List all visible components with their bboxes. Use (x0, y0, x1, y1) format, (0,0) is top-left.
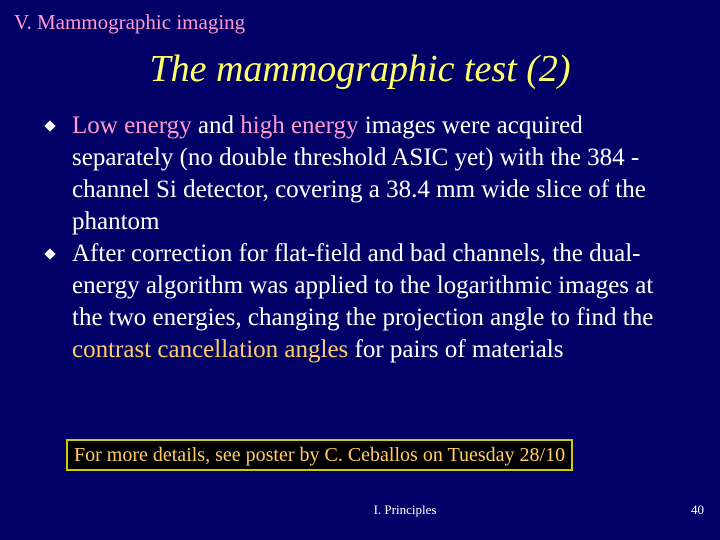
text-correction-detail: After correction for flat-field and bad channels, the dual-energy algorithm was applied to the logarithmic images at the two energies, changing the projection angle to find the (72, 240, 654, 331)
footer-section-label: I. Principles (373, 502, 437, 517)
bullet-item-correction (46, 238, 686, 366)
diamond-bullet-icon (44, 248, 55, 259)
poster-callout: For more details, see poster by C. Ceballos on Tuesday 28/10 (66, 439, 573, 471)
text-and: and (191, 112, 241, 139)
bullet-list (46, 110, 686, 366)
diamond-bullet-icon (44, 120, 55, 131)
page-number: 40 (691, 502, 704, 517)
text-low-energy: Low energy (72, 112, 192, 139)
bullet-item-acquisition (46, 110, 686, 238)
text-pairs-of-materials: for pairs of materials (348, 336, 564, 363)
text-acquisition-detail: images were acquired separately (no double threshold ASIC yet) with the 384 -channel Si detector, covering a 38.4 mm wide slice of the phantom (72, 112, 646, 235)
text-contrast-cancellation: contrast cancellation angles (72, 336, 349, 363)
text-high-energy: high energy (240, 112, 359, 139)
slide-title: The mammographic test (2) (149, 48, 571, 90)
section-label: V. Mammographic imaging (14, 10, 246, 34)
